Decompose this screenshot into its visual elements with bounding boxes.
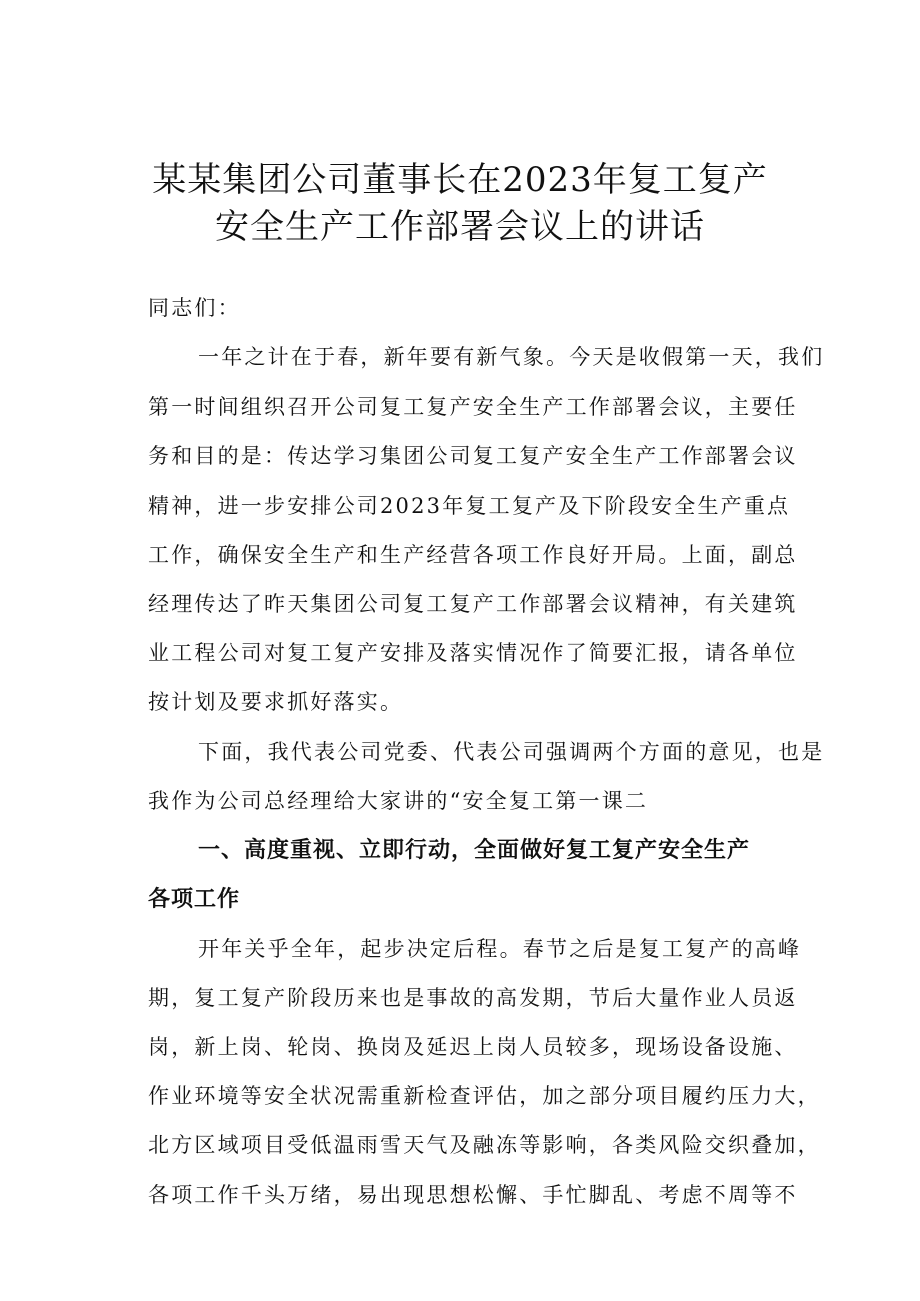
section-heading-line-2: 各项工作 bbox=[148, 887, 241, 912]
paragraph-line: 期，复工复产阶段历来也是事故的高发期，节后大量作业人员返 bbox=[148, 986, 798, 1010]
paragraph-line: 开年关乎全年，起步决定后程。春节之后是复工复产的高峰 bbox=[198, 937, 802, 961]
paragraph-line: 经理传达了昨天集团公司复工复产工作部署会议精神，有关建筑 bbox=[148, 592, 798, 616]
paragraph-line: 按计划及要求抓好落实。 bbox=[148, 690, 404, 714]
paragraph-line: 工作，确保安全生产和生产经营各项工作良好开局。上面，副总 bbox=[148, 543, 798, 567]
paragraph-line: 岗，新上岗、轮岗、换岗及延迟上岗人员较多，现场设备设施、 bbox=[148, 1035, 798, 1059]
paragraph-line: 精神，进一步安排公司2023年复工复产及下阶段安全生产重点 bbox=[148, 494, 791, 518]
salutation: 同志们： bbox=[148, 296, 241, 320]
paragraph-line: 第一时间组织召开公司复工复产安全生产工作部署会议，主要任 bbox=[148, 395, 798, 419]
paragraph-line: 一年之计在于春，新年要有新气象。今天是收假第一天，我们 bbox=[198, 345, 825, 369]
paragraph-line: 北方区域项目受低温雨雪天气及融冻等影响，各类风险交织叠加， bbox=[148, 1133, 821, 1157]
paragraph-line: 各项工作千头万绪，易出现思想松懈、手忙脚乱、考虑不周等不 bbox=[148, 1183, 798, 1207]
paragraph-line: 作业环境等安全状况需重新检查评估，加之部分项目履约压力大， bbox=[148, 1084, 821, 1108]
title-line-1: 某某集团公司董事长在2023年复工复产 bbox=[152, 160, 768, 200]
paragraph-line: 下面，我代表公司党委、代表公司强调两个方面的意见，也是 bbox=[198, 740, 825, 764]
title-line-2: 安全生产工作部署会议上的讲话 bbox=[215, 207, 705, 247]
paragraph-line: 我作为公司总经理给大家讲的“安全复工第一课二 bbox=[148, 789, 649, 813]
section-heading-line-1: 一、高度重视、立即行动，全面做好复工复产安全生产 bbox=[198, 838, 751, 863]
paragraph-line: 业工程公司对复工复产安排及落实情况作了简要汇报，请各单位 bbox=[148, 641, 798, 665]
paragraph-line: 务和目的是：传达学习集团公司复工复产安全生产工作部署会议 bbox=[148, 444, 798, 468]
